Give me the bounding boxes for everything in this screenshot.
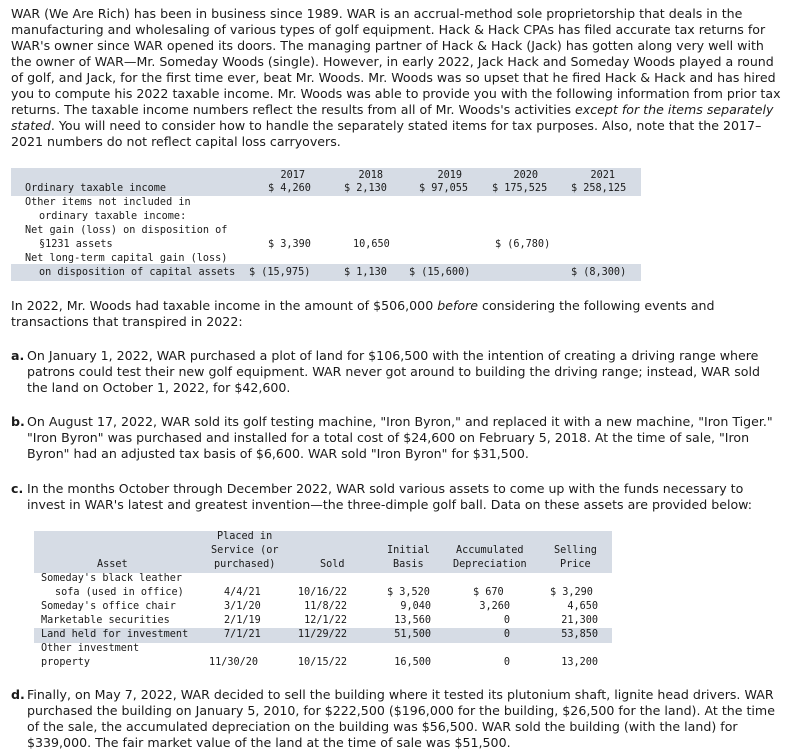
asset-name: Someday's black leather — [41, 573, 183, 584]
asset-name: property — [41, 657, 91, 668]
asset-price: 53,850 — [561, 629, 598, 640]
asset-depreciation: 3,260 — [479, 601, 510, 612]
row-label: Net long-term capital gain (loss) — [25, 253, 228, 264]
asset-placed: 7/1/21 — [224, 629, 261, 640]
asset-price: 4,650 — [567, 601, 598, 612]
row-label: Net gain (loss) on disposition of — [25, 225, 228, 236]
value-cell: $ (8,300) — [571, 267, 627, 278]
header-placed: Placed in — [217, 531, 273, 542]
row-label: Ordinary taxable income — [25, 183, 167, 194]
intro-text-end: . You will need to consider how to handle the separately stated items for tax purposes. Also, note that the 2017–2021 numbers do not reflect capital loss carryovers. — [11, 118, 762, 149]
asset-basis: 13,560 — [394, 615, 431, 626]
year-header: 2017 — [280, 170, 305, 181]
asset-name: Other investment — [41, 643, 140, 654]
row-label: ordinary taxable income: — [39, 211, 187, 222]
asset-name: Land held for investment — [41, 629, 189, 640]
asset-name: Marketable securities — [41, 615, 170, 626]
asset-name: sofa (used in office) — [55, 587, 184, 598]
year-header: 2021 — [590, 170, 615, 181]
row-label: on disposition of capital assets — [39, 267, 236, 278]
income-2022-paragraph — [11, 298, 781, 330]
item-b — [11, 414, 783, 462]
asset-name: Someday's office chair — [41, 601, 176, 612]
header-accumulated: Depreciation — [453, 559, 527, 570]
intro-text: WAR (We Are Rich) has been in business since 1989. WAR is an accrual-method sole proprietorship that deals in the manufacturing and wholesaling of various types of golf equipment. Hack & Hack CPAs has filed accurate tax returns for WAR's owner since WAR opened its doors. The managing partner of Hack & Hack (Jack) has gotten along very well with the owner of WAR—Mr. Someday Woods (single). However, in early 2022, Jack Hack and Someday Woods played a round of golf, and Jack, for the first time ever, beat Mr. Woods. Mr. Woods was so upset that he fired Hack & Hack and has hired you to compute his 2022 taxable income. Mr. Woods was able to provide you with the following information from prior tax returns. The taxable income numbers reflect the results from all of Mr. Woods's activities — [11, 6, 781, 117]
item-c — [11, 481, 783, 513]
asset-price: 21,300 — [561, 615, 598, 626]
item-text: In the months October through December 2022, WAR sold various assets to come up with the funds necessary to invest in WAR's latest and greatest invention—the three-dimple golf ball. Data on these assets are provided below: — [27, 481, 753, 512]
asset-depreciation: 0 — [503, 615, 510, 626]
value-cell: 10,650 — [353, 239, 390, 250]
item-label: c. — [11, 481, 24, 496]
value-cell: $ (15,975) — [249, 267, 311, 278]
asset-basis: 51,500 — [394, 629, 431, 640]
asset-sold: 10/15/22 — [297, 657, 347, 668]
value-cell: $ 2,130 — [344, 183, 387, 194]
asset-sold: 11/8/22 — [304, 601, 347, 612]
item-d — [11, 687, 783, 751]
header-accumulated: Accumulated — [456, 545, 524, 556]
income-text-end: considering the following events and transactions that transpired in 2022: — [11, 298, 715, 329]
asset-sold: 10/16/22 — [297, 587, 347, 598]
header-initial: Basis — [393, 559, 424, 570]
header-sold: Sold — [320, 559, 345, 570]
asset-sold: 12/1/22 — [304, 615, 347, 626]
income-italic: before — [437, 298, 479, 313]
header-asset: Asset — [97, 559, 128, 570]
item-a — [11, 348, 783, 396]
item-label: a. — [11, 348, 25, 363]
asset-price: $ 3,290 — [550, 587, 593, 598]
header-selling: Selling — [554, 545, 597, 556]
header-selling: Price — [560, 559, 591, 570]
asset-depreciation: 0 — [503, 657, 510, 668]
item-text: On January 1, 2022, WAR purchased a plot of land for $106,500 with the intention of creating a driving range where patrons could test their new golf equipment. WAR never got around to building the driving range; instead, WAR sold the land on October 1, 2022, for $42,600. — [27, 348, 761, 395]
asset-placed: 2/1/19 — [224, 615, 261, 626]
asset-sold: 11/29/22 — [297, 629, 347, 640]
asset-placed: 4/4/21 — [224, 587, 261, 598]
year-header: 2020 — [513, 170, 538, 181]
value-cell: $ (15,600) — [409, 267, 471, 278]
value-cell: $ 97,055 — [419, 183, 469, 194]
value-cell: $ 258,125 — [571, 183, 627, 194]
asset-basis: 16,500 — [394, 657, 431, 668]
value-cell: $ 3,390 — [268, 239, 311, 250]
item-label: b. — [11, 414, 25, 429]
intro-italic: except for the items separately stated — [11, 102, 774, 133]
asset-price: 13,200 — [561, 657, 598, 668]
asset-basis: 9,040 — [400, 601, 431, 612]
row-label: Other items not included in — [25, 197, 191, 208]
asset-depreciation: 0 — [503, 629, 510, 640]
row-label: §1231 assets — [39, 239, 113, 250]
item-label: d. — [11, 687, 25, 702]
value-cell: $ 175,525 — [492, 183, 548, 194]
header-initial: Initial — [387, 545, 430, 556]
item-text: Finally, on May 7, 2022, WAR decided to sell the building where it tested its plutonium shaft, lignite head drivers. WAR purchased the building on January 5, 2010, for $222,500 ($196,000 for the building, $26,500 for the land). At the time of the sale, the accumulated depreciation on the building was $56,500. WAR sold the building (with the land) for $339,000. The fair market value of the land at the time of sale was $51,500. — [27, 687, 775, 750]
asset-basis: $ 3,520 — [387, 587, 430, 598]
value-cell: $ 4,260 — [268, 183, 311, 194]
value-cell: $ (6,780) — [495, 239, 551, 250]
header-placed: purchased) — [214, 559, 276, 570]
value-cell: $ 1,130 — [344, 267, 387, 278]
asset-depreciation: $ 670 — [473, 587, 504, 598]
year-header: 2018 — [358, 170, 383, 181]
asset-placed: 3/1/20 — [224, 601, 261, 612]
income-text: In 2022, Mr. Woods had taxable income in the amount of $506,000 — [11, 298, 438, 313]
intro-paragraph — [11, 6, 781, 150]
header-placed: Service (or — [211, 545, 279, 556]
asset-placed: 11/30/20 — [209, 657, 259, 668]
year-header: 2019 — [437, 170, 462, 181]
item-text: On August 17, 2022, WAR sold its golf testing machine, "Iron Byron," and replaced it with a new machine, "Iron Tiger." "Iron Byron" was purchased and installed for a total cost of $24,600 on February 5, 2018. At the time of sale, "Iron Byron" had an adjusted tax basis of $6,600. WAR sold "Iron Byron" for $31,500. — [27, 414, 773, 461]
